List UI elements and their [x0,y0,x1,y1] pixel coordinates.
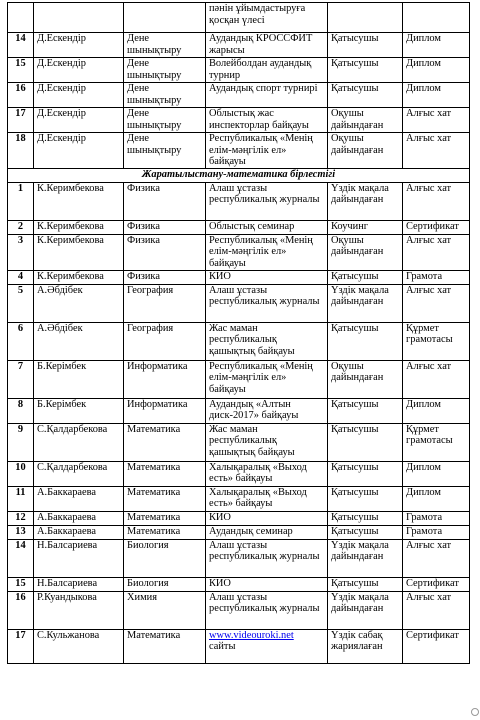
table-row [8,133,470,169]
cell-name: Б.Керімбек [34,360,124,398]
cell-role: Үздік сабақ жариялаған [328,629,403,663]
cell-name: К.Керимбекова [34,270,124,284]
section-header-row [8,168,470,182]
cell-award: Алғыс хат [403,182,470,220]
cell-name: С.Қалдарбекова [34,461,124,486]
cell-event: Аудандық спорт турнирі [206,83,328,108]
cell-num: 8 [8,398,34,423]
section-title: Жаратылыстану-математика бірлестігі [8,168,470,182]
cell-event: Алаш ұстазы республикалық журналы [206,591,328,629]
cell-name: Д.Ескендір [34,33,124,58]
cell-num: 1 [8,182,34,220]
cell-subject: Математика [124,486,206,511]
cell-num: 15 [8,577,34,591]
cell-name: Д.Ескендір [34,83,124,108]
cell-event: Алаш ұстазы республикалық журналы [206,539,328,577]
cell-num: 3 [8,234,34,270]
cell-award: Диплом [403,33,470,58]
table-row [8,182,470,220]
cell-event: Облыстық семинар [206,220,328,234]
cell-subject: Физика [124,234,206,270]
cell-award: Алғыс хат [403,133,470,169]
cell-subject: Дене шынықтыру [124,108,206,133]
cell-name: А.Әбдібек [34,284,124,322]
cell-role: Оқушы дайындаған [328,133,403,169]
table-row [8,629,470,663]
cell-subject: Дене шынықтыру [124,83,206,108]
cell-num: 17 [8,108,34,133]
cell-role: Қатысушы [328,398,403,423]
cell-num: 11 [8,486,34,511]
cell-award: Сертификат [403,577,470,591]
cell-num: 10 [8,461,34,486]
cell-event: КИО [206,577,328,591]
table-row [8,486,470,511]
cell-event: Аудандық КРОССФИТ жарысы [206,33,328,58]
cell-award: Құрмет грамотасы [403,423,470,461]
cell-role: Үздік мақала дайындаған [328,182,403,220]
cell-num: 9 [8,423,34,461]
cell-award: Алғыс хат [403,360,470,398]
cell-award: Алғыс хат [403,234,470,270]
cell-name: Д.Ескендір [34,58,124,83]
cell-num: 14 [8,33,34,58]
cell-award: Диплом [403,486,470,511]
cell-name: К.Керимбекова [34,182,124,220]
cell-award: Алғыс хат [403,284,470,322]
cell-role: Қатысушы [328,486,403,511]
cell-subject: Математика [124,629,206,663]
cell-award: Грамота [403,525,470,539]
cell-award: Алғыс хат [403,591,470,629]
cell-num: 18 [8,133,34,169]
cell-event: Республикалық «Менің елім-мәңгілік ел» байқауы [206,234,328,270]
cell-role: Оқушы дайындаған [328,360,403,398]
cell-num: 12 [8,511,34,525]
cell-subject: Физика [124,220,206,234]
cell-subject: Дене шынықтыру [124,33,206,58]
website-link[interactable]: www.videouroki.net [209,629,294,641]
cell-role: Қатысушы [328,58,403,83]
cell-event: Алаш ұстазы республикалық журналы [206,284,328,322]
cell-role: Қатысушы [328,322,403,360]
cell-name: А.Баккараева [34,525,124,539]
cell-subject: Биология [124,539,206,577]
cell-event: Аудандық «Алтын диск-2017» байқауы [206,398,328,423]
cell-name: А.Әбдібек [34,322,124,360]
table-row [8,525,470,539]
cell-role: Қатысушы [328,511,403,525]
cell-event: пәнін ұйымдастыруға қосқан үлесі [206,3,328,33]
table-row [8,360,470,398]
cell-award: Грамота [403,511,470,525]
cell-name: Р.Куандыкова [34,591,124,629]
cell-award: Диплом [403,83,470,108]
cell-role: Коучинг [328,220,403,234]
table-row [8,58,470,83]
cell-num: 14 [8,539,34,577]
table-row [8,234,470,270]
cell-role: Қатысушы [328,270,403,284]
cell-num: 13 [8,525,34,539]
cell-event: Волейболдан аудандық турнир [206,58,328,83]
table-row [8,461,470,486]
cell-subject: Физика [124,182,206,220]
cell-event-suffix: сайты [209,641,236,653]
document-page [7,2,469,664]
cell-event: Облыстық жас инспекторлар байқауы [206,108,328,133]
cell-role: Оқушы дайындаған [328,108,403,133]
cell-award: Алғыс хат [403,539,470,577]
cell-award: Алғыс хат [403,108,470,133]
cell-subject: Химия [124,591,206,629]
cell-award: Грамота [403,270,470,284]
table-row [8,284,470,322]
cell-num: 5 [8,284,34,322]
cell-event: Жас маман республикалық қашықтық байқауы [206,322,328,360]
cell-role: Қатысушы [328,461,403,486]
cell-name: А.Баккараева [34,511,124,525]
cell-award: Диплом [403,58,470,83]
cell-num: 6 [8,322,34,360]
cell-award: Құрмет грамотасы [403,322,470,360]
cell-subject: Дене шынықтыру [124,58,206,83]
cell-num: 16 [8,83,34,108]
cell-award: Сертификат [403,629,470,663]
cell-name: Н.Балсариева [34,577,124,591]
cell-subject: Математика [124,423,206,461]
cell-name: Б.Керімбек [34,398,124,423]
table-row [8,423,470,461]
table-row [8,220,470,234]
cell-subject: Математика [124,461,206,486]
table-row [8,511,470,525]
cell-name: С.Кульжанова [34,629,124,663]
cell-role: Үздік мақала дайындаған [328,539,403,577]
cell-num: 2 [8,220,34,234]
cell-role: Қатысушы [328,423,403,461]
table-row [8,539,470,577]
cell-subject: Физика [124,270,206,284]
cell-num: 7 [8,360,34,398]
cell-subject: Информатика [124,360,206,398]
cell-name: С.Қалдарбекова [34,423,124,461]
cell-subject: География [124,284,206,322]
cell-event: Халықаралық «Выход есть» байқауы [206,461,328,486]
table-row [8,33,470,58]
cell-event: КИО [206,270,328,284]
table-row [8,322,470,360]
table-row [8,108,470,133]
cell-event: Республикалық «Менің елім-мәңгілік ел» байқауы [206,360,328,398]
cell-subject: Математика [124,525,206,539]
cell-event [206,629,328,663]
cell-subject: География [124,322,206,360]
cell-role: Қатысушы [328,525,403,539]
table-row [8,83,470,108]
cell-role: Үздік мақала дайындаған [328,591,403,629]
table-row [8,398,470,423]
cell-subject: Дене шынықтыру [124,133,206,169]
cell-name [34,3,124,33]
cell-role [328,3,403,33]
cell-num: 15 [8,58,34,83]
cell-award: Диплом [403,398,470,423]
cell-name: А.Баккараева [34,486,124,511]
table-row [8,591,470,629]
cell-num [8,3,34,33]
cell-role: Оқушы дайындаған [328,234,403,270]
cell-event: Республикалық «Менің елім-мәңгілік ел» байқауы [206,133,328,169]
cell-subject: Математика [124,511,206,525]
cell-event: КИО [206,511,328,525]
cell-role: Үздік мақала дайындаған [328,284,403,322]
cell-role: Қатысушы [328,577,403,591]
scroll-indicator-icon [471,708,479,716]
cell-award [403,3,470,33]
cell-name: К.Керимбекова [34,220,124,234]
cell-num: 17 [8,629,34,663]
cell-role: Қатысушы [328,33,403,58]
awards-table-body [8,3,470,664]
cell-subject: Биология [124,577,206,591]
table-row-partial [8,3,470,33]
table-row [8,270,470,284]
awards-table [7,2,470,664]
cell-subject [124,3,206,33]
cell-role: Қатысушы [328,83,403,108]
cell-name: Д.Ескендір [34,108,124,133]
cell-name: Н.Балсариева [34,539,124,577]
cell-event: Алаш ұстазы республикалық журналы [206,182,328,220]
cell-subject: Информатика [124,398,206,423]
cell-award: Диплом [403,461,470,486]
cell-name: Д.Ескендір [34,133,124,169]
cell-award: Сертификат [403,220,470,234]
table-row [8,577,470,591]
cell-event: Халықаралық «Выход есть» байқауы [206,486,328,511]
cell-event: Жас маман республикалық қашықтық байқауы [206,423,328,461]
cell-num: 4 [8,270,34,284]
cell-event: Аудандық семинар [206,525,328,539]
cell-name: К.Керимбекова [34,234,124,270]
cell-num: 16 [8,591,34,629]
